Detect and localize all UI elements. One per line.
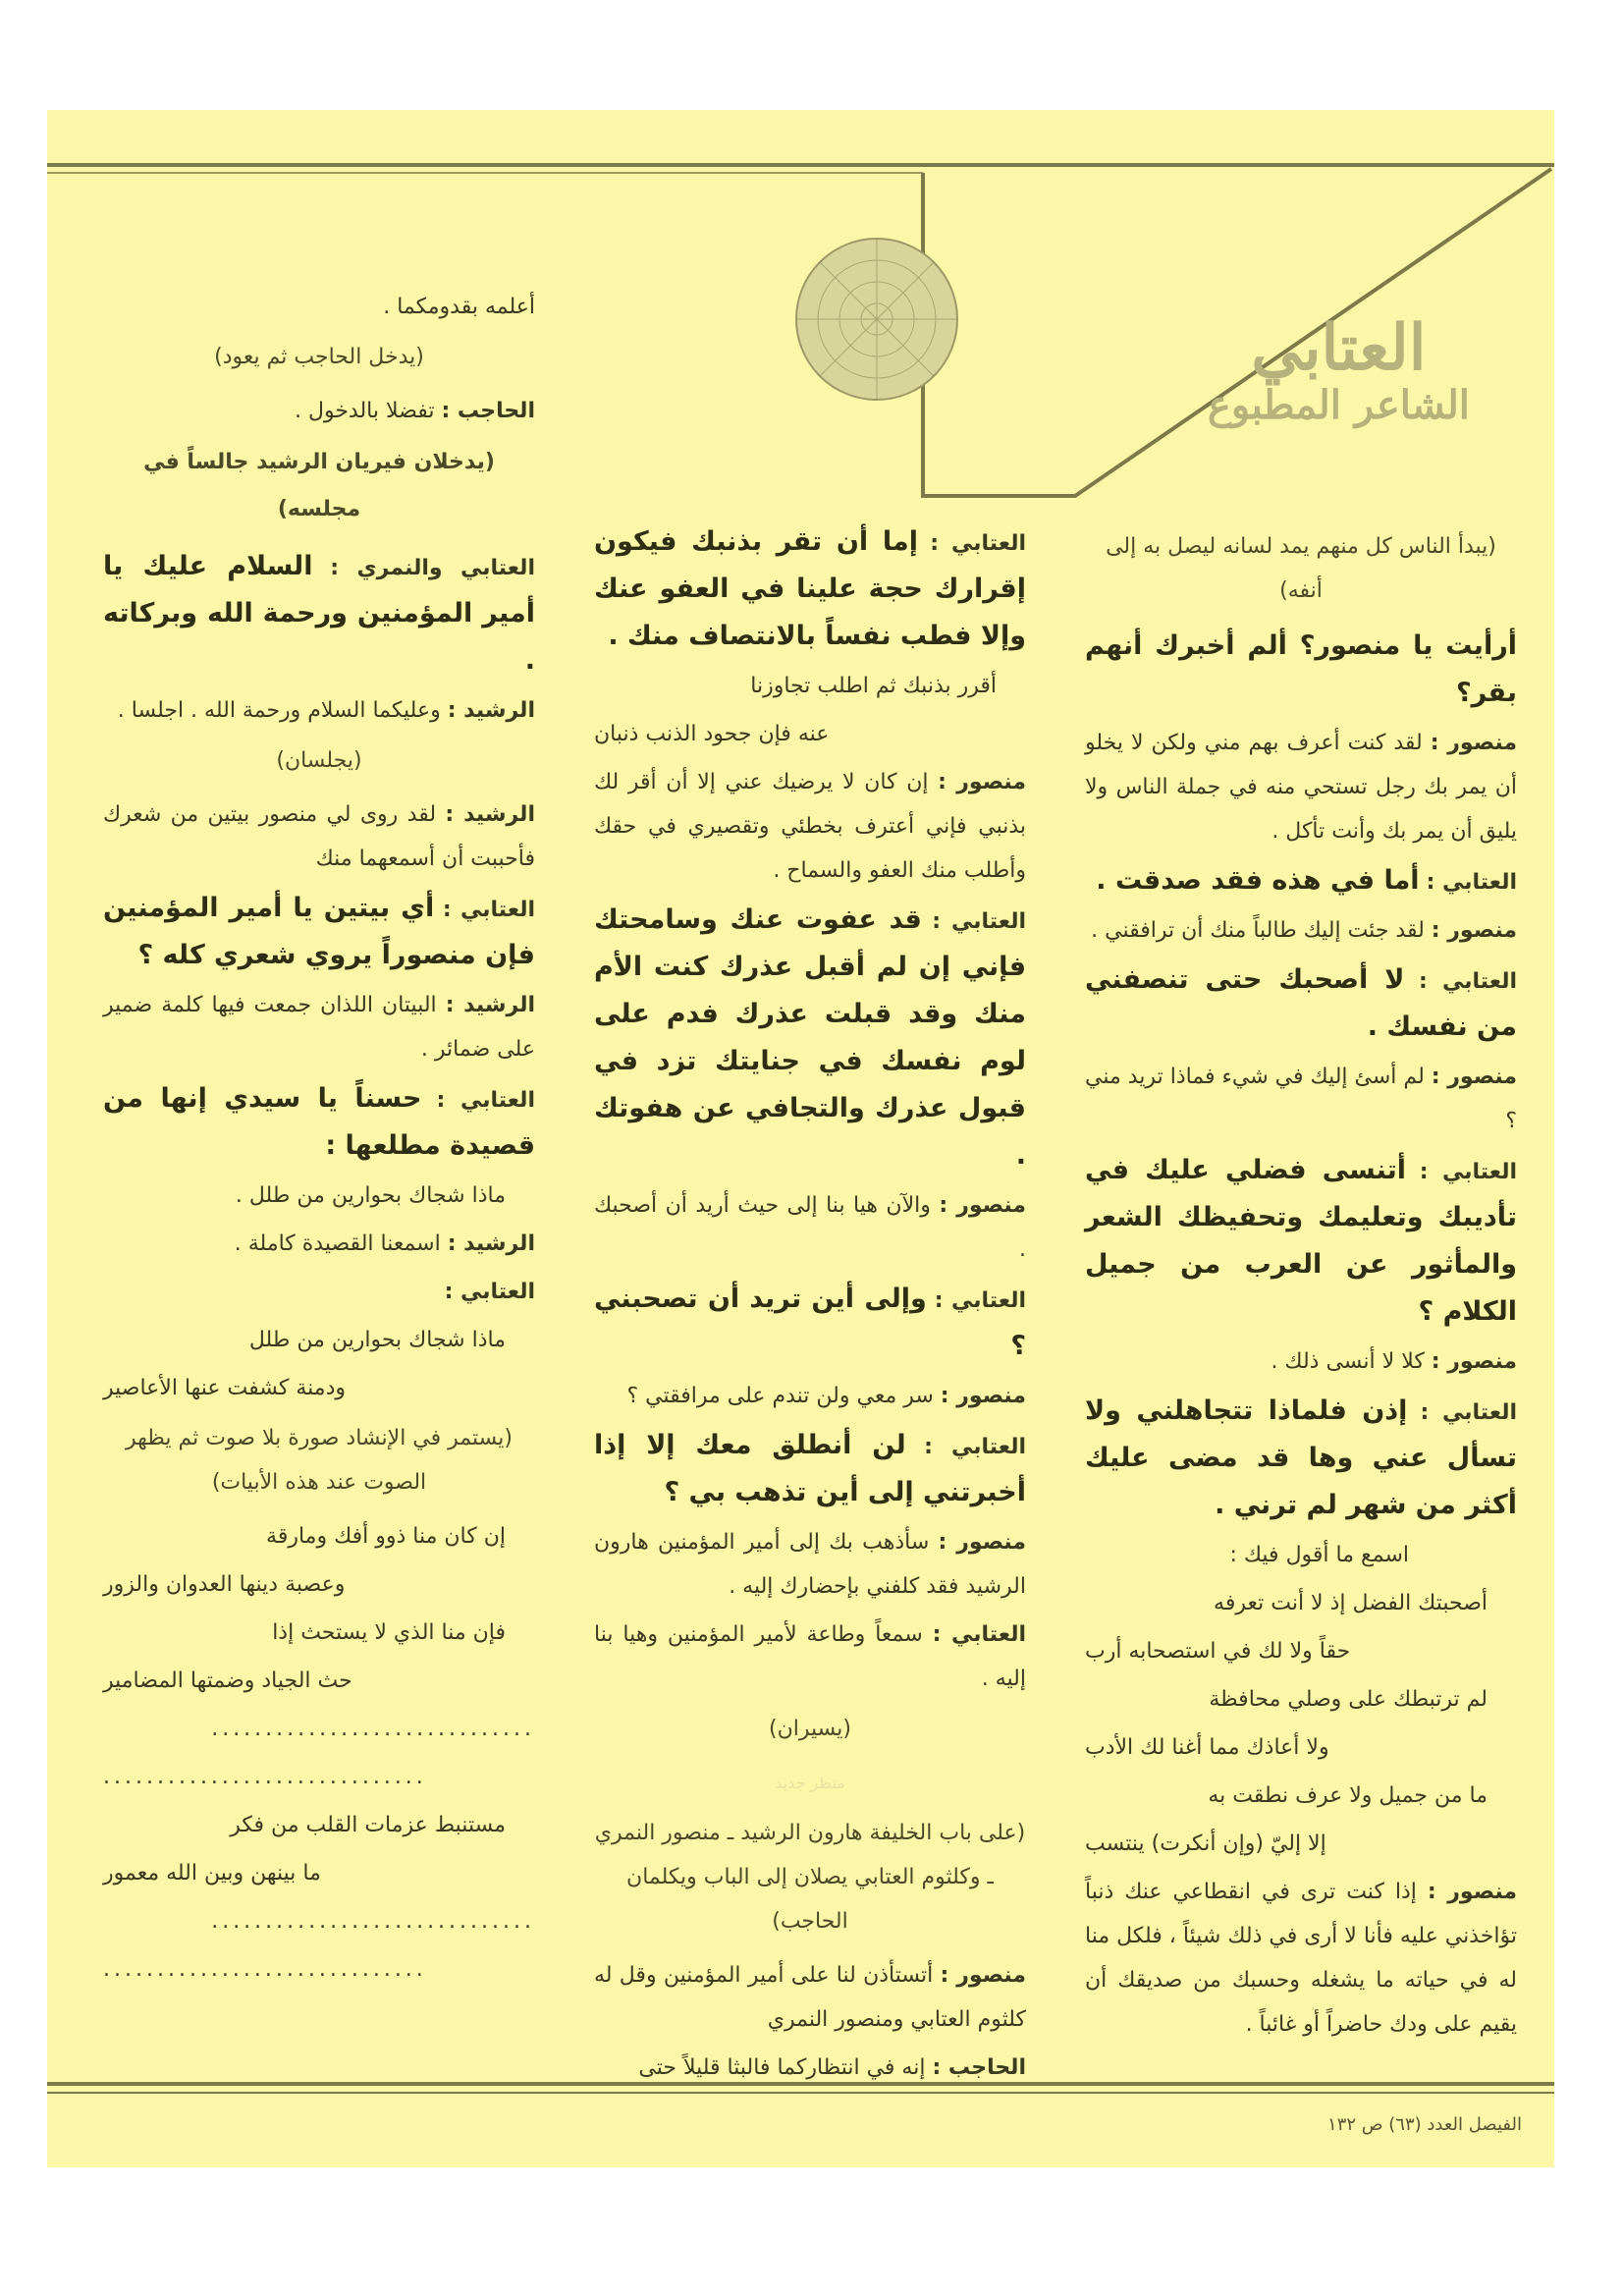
dialogue-line: منصور : لقد كنت أعرف بهم مني ولكن لا يخلو أن يمر بك رجل تستحي منه في جملة الناس ولا يليق أن يمر بك وأنت تأكل . (1085, 731, 1517, 844)
verse-line: عنه فإن جحود الذنب ذنبان (594, 722, 830, 746)
dialogue-line: منصور : سر معي ولن تندم على مرافقتي ؟ (626, 1384, 1026, 1408)
article-title-block (1208, 311, 1470, 428)
dialogue-line: العتابي : إذن فلماذا تتجاهلني ولا تسأل عني وها قد مضى عليك أكثر من شهر لم ترني . (1085, 1395, 1517, 1520)
dialogue-line: منصور : والآن هيا بنا إلى حيث أريد أن أصحبك . (594, 1193, 1026, 1262)
column-left (103, 285, 535, 1995)
dialogue-line: العتابي : إما أن تقر بذنبك فيكون إقرارك حجة علينا في العفو عنك وإلا فطب نفساً بالانتصاف منك . (594, 526, 1026, 651)
stage-direction: (على باب الخليفة هارون الرشيد ـ منصور النمري ـ وكلثوم العتابي يصلان إلى الباب ويكلمان الحاجب) (594, 1821, 1026, 1934)
verse-line: مستنبط عزمات القلب من فكر (230, 1813, 506, 1837)
dialogue-line: منصور : أتستأذن لنا على أمير المؤمنين وقل له كلثوم العتابي ومنصور النمري (594, 1963, 1027, 2032)
column-middle (594, 519, 1026, 2094)
dialogue-line: أعلمه بقدومكما . (383, 295, 535, 319)
dialogue-line: العتابي : لن أنطلق معك إلا إذا أخبرتني إلى أين تذهب بي ؟ (594, 1430, 1027, 1507)
stage-direction: (يستمر في الإنشاد صورة بلا صوت ثم يظهر الصوت عند هذه الأبيات) (126, 1426, 513, 1495)
stage-direction: (يجلسان) (276, 748, 362, 773)
dialogue-line: منصور : إذا كنت ترى في انقطاعي عنك ذنباً تؤاخذني عليه فأنا لا أرى في ذلك شيئاً ، فلكل منا له في حياته ما يشغله وحسبك من صديقك أن يقيم على ودك حاضراً أو غائباً . (1085, 1880, 1517, 2037)
verse-line: حث الجياد وضمتها المضامير (103, 1668, 352, 1693)
page-footer: الفيصل العدد (٦٣) ص ١٣٢ (1327, 2114, 1522, 2135)
dialogue-line: اسمع ما أقول فيك : (1229, 1543, 1409, 1567)
ellipsis-line: .............................. (103, 1765, 427, 1789)
dialogue-line: منصور : إن كان لا يرضيك عني إلا أن أقر لك بذنبي فإني أعترف بخطئي وتقصيري في حقك وأطلب منك العفو والسماح . (594, 770, 1026, 883)
dialogue-line: العتابي : لا أصحبك حتى تنصفني من نفسك . (1085, 964, 1517, 1042)
verse-line: ولا أعاذك مما أغنا لك الأدب (1085, 1735, 1329, 1760)
dialogue-line: الرشيد : اسمعنا القصيدة كاملة . (234, 1231, 535, 1256)
dialogue-line: منصور : سأذهب بك إلى أمير المؤمنين هارون الرشيد فقد كلفني بإحضارك إليه . (594, 1530, 1026, 1599)
dialogue-line: العتابي : (444, 1280, 535, 1304)
stage-direction: (يبدأ الناس كل منهم يمد لسانه ليصل به إلى أنفه) (1106, 534, 1496, 603)
dialogue-line: الرشيد : البيتان اللذان جمعت فيها كلمة ضمير على ضمائر . (103, 993, 535, 1062)
ellipsis-line: .............................. (211, 1909, 535, 1934)
verse-line: ودمنة كشفت عنها الأعاصير (103, 1376, 347, 1400)
verse-line: فإن منا الذي لا يستحث إذا (272, 1620, 506, 1645)
dialogue-line: العتابي : حسناً يا سيدي إنها من قصيدة مطلعها : (103, 1083, 535, 1161)
dialogue-line: الحاجب : إنه في انتظاركما فالبثا قليلاً حتى (638, 2055, 1026, 2080)
verse-line: أقرر بذنبك ثم اطلب تجاوزنا (750, 674, 997, 698)
verse-line: ماذا شجاك بحوارين من طلل (248, 1328, 506, 1352)
dialogue-line: الرشيد : وعليكما السلام ورحمة الله . اجلسا . (117, 698, 535, 723)
verse-line: ما بينهن وبين الله معمور (103, 1861, 321, 1886)
column-right (1085, 519, 1517, 2050)
dialogue-line: منصور : كلا لا أنسى ذلك . (1271, 1349, 1517, 1374)
dialogue-line: العتابي : سمعاً وطاعة لأمير المؤمنين وهيا بنا إليه . (594, 1622, 1027, 1691)
dialogue-line: الحاجب : تفضلا بالدخول . (295, 399, 535, 423)
article-title: العتابي (1251, 311, 1427, 385)
dialogue-line: العتابي والنمري : السلام عليك يا أمير المؤمنين ورحمة الله وبركاته . (103, 551, 535, 676)
verse-line: لم ترتبطك على وصلي محافظة (1209, 1687, 1488, 1712)
verse-line: إلا إليّ (وإن أنكرت) ينتسب (1085, 1831, 1326, 1856)
dialogue-line: العتابي : أي بيتين يا أمير المؤمنين فإن منصوراً يروي شعري كله ؟ (103, 893, 535, 970)
stage-direction: (يدخل الحاجب ثم يعود) (214, 345, 424, 369)
ellipsis-line: .............................. (103, 1957, 427, 1982)
dialogue-line: منصور : لقد جئت إليك طالباً منك أن ترافقني . (1091, 918, 1517, 943)
verse-line: أصحبتك الفضل إذ لا أنت تعرفه (1214, 1591, 1488, 1615)
article-subtitle: الشاعر المطبوع (1208, 382, 1470, 428)
dialogue-line: منصور : لم أسئ إليك في شيء فماذا تريد مني ؟ (1085, 1065, 1518, 1133)
verse-line: وعصبة دينها العدوان والزور (103, 1572, 346, 1597)
verse-line: إن كان منا ذوو أفك ومارقة (266, 1524, 506, 1549)
dialogue-line: العتابي : وإلى أين تريد أن تصحبني ؟ (594, 1284, 1026, 1361)
stage-direction: (يسيران) (769, 1717, 851, 1741)
dialogue-line: الرشيد : لقد روى لي منصور بيتين من شعرك فأحببت أن أسمعهما منك (103, 802, 535, 871)
dialogue-line: العتابي : قد عفوت عنك وسامحتك فإني إن لم أقبل عذرك كنت الأم منك وقد قبلت عذرك فدم على لوم نفسك في جنايتك تزد في قبول عذرك والتجافي عن هفوتك . (594, 904, 1026, 1171)
dialogue-line: العتابي : أتنسى فضلي عليك في تأديبك وتعليمك وتحفيظك الشعر والمأثور عن العرب من جميل الكلام ؟ (1085, 1155, 1517, 1327)
dialogue-line: أرأيت يا منصور؟ ألم أخبرك أنهم بقر؟ (1085, 630, 1517, 708)
dialogue-line: العتابي : أما في هذه فقد صدقت . (1096, 865, 1517, 896)
stage-direction: (يدخلان فيريان الرشيد جالساً في مجلسه) (143, 450, 495, 521)
ellipsis-line: .............................. (211, 1717, 535, 1741)
verse-line: ماذا شجاك بحوارين من طلل . (235, 1183, 506, 1208)
verse-line: ما من جميل ولا عرف نطقت به (1208, 1783, 1488, 1808)
verse-line: حقاً ولا لك في استصحابه أرب (1085, 1639, 1351, 1664)
scene-heading: منظر جديد (775, 1774, 845, 1792)
